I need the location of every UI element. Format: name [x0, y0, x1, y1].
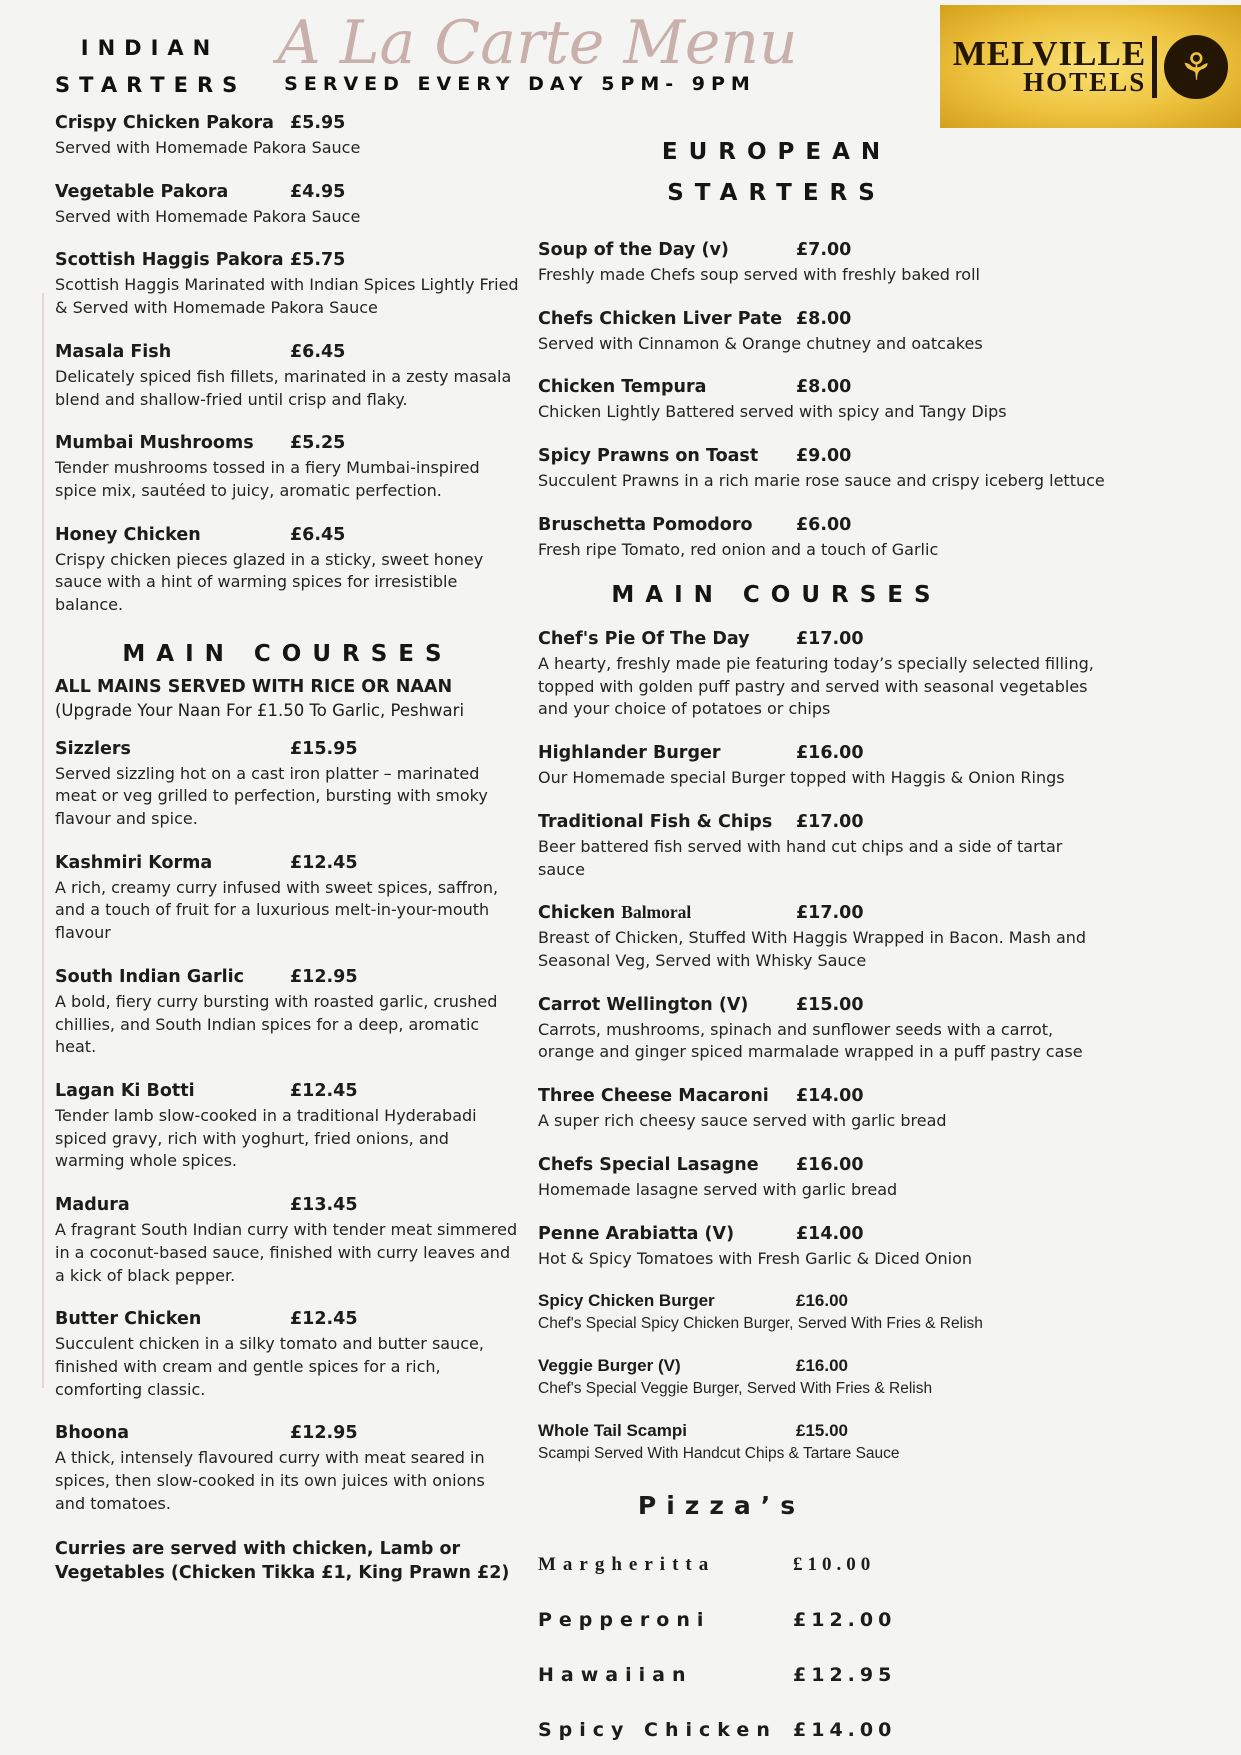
item-header-row: [55, 1194, 520, 1215]
item-price: £16.00: [796, 1291, 848, 1311]
header-title-block: [230, 0, 810, 95]
item-price: £16.00: [796, 743, 864, 764]
item-price: £16.00: [796, 1154, 864, 1175]
item-header-row: [538, 742, 1105, 763]
item-description: Chef's Special Veggie Burger, Served With Fries & Relish: [538, 1380, 933, 1398]
item-name: Chef's Pie Of The Day: [538, 628, 750, 649]
menu-item: [538, 445, 1105, 493]
item-header-row: [55, 112, 520, 133]
menu-item: [55, 112, 520, 160]
pizza-name: Spicy Chicken: [538, 1719, 777, 1742]
menu-item: [55, 524, 520, 617]
item-header-row: [55, 524, 520, 545]
item-description: Hot & Spicy Tomatoes with Fresh Garlic & Diced Onion: [538, 1248, 972, 1268]
item-name: Spicy Prawns on Toast: [538, 445, 759, 466]
item-header-row: [538, 811, 1105, 832]
item-price: £7.00: [796, 239, 852, 260]
item-description: A bold, fiery curry bursting with roasted garlic, crushed chillies, and South Indian spices for a deep, aromatic heat.: [55, 991, 498, 1057]
pizza-price: £12.00: [793, 1609, 897, 1632]
pizzas-list: [538, 1554, 1105, 1741]
item-name: Honey Chicken: [55, 524, 201, 545]
item-header-row: [538, 1291, 1105, 1311]
item-description: Tender mushrooms tossed in a fiery Mumbai-inspired spice mix, sautéed to juicy, aromatic perfection.: [55, 458, 480, 501]
item-description: Scottish Haggis Marinated with Indian Spices Lightly Fried & Served with Homemade Pakora Sauce: [55, 275, 519, 318]
item-price: £13.45: [290, 1195, 358, 1216]
item-description: Crispy chicken pieces glazed in a sticky, sweet honey sauce with a hint of warming spices for irresistible balance.: [55, 549, 484, 615]
hotel-logo: [940, 5, 1241, 128]
item-price: £17.00: [796, 628, 864, 649]
menu-item: [55, 852, 520, 945]
pizza-price: £14.00: [793, 1719, 897, 1742]
european-mains-heading: MAIN COURSES: [611, 582, 942, 609]
menu-item: [538, 239, 1105, 287]
item-price: £14.00: [796, 1223, 864, 1244]
item-name: Mumbai Mushrooms: [55, 433, 254, 454]
thistle-icon: ⚘: [1164, 35, 1228, 99]
pizza-item: [538, 1554, 1105, 1576]
item-name: Spicy Chicken Burger: [538, 1291, 715, 1311]
european-mains-list: [538, 628, 1105, 1465]
menu-item: [538, 1291, 1105, 1335]
item-description: A hearty, freshly made pie featuring today’s specially selected filling, topped with golden puff pastry and served with seasonal vegetables and your choice of potatoes or chips: [538, 653, 1094, 719]
item-header-row: [55, 1308, 520, 1329]
item-description: A rich, creamy curry infused with sweet spices, saffron, and a touch of fruit for a luxurious melt-in-your-mouth flavour: [55, 877, 499, 943]
menu-item: [538, 742, 1105, 790]
item-header-row: [55, 181, 520, 202]
menu-item: [55, 738, 520, 831]
item-description: Breast of Chicken, Stuffed With Haggis Wrapped in Bacon. Mash and Seasonal Veg, Served with Whisky Sauce: [538, 928, 1087, 970]
item-name: Masala Fish: [55, 341, 172, 362]
curries-footer-note: Curries are served with chicken, Lamb or Vegetables (Chicken Tikka £1, King Prawn £2): [55, 1538, 510, 1584]
pizza-item: [538, 1719, 1105, 1741]
item-description: Succulent Prawns in a rich marie rose sauce and crispy iceberg lettuce: [538, 470, 1105, 490]
item-name: Madura: [55, 1195, 130, 1216]
item-header-row: [538, 628, 1105, 649]
item-name: Chicken Tempura: [538, 377, 707, 398]
item-description: Freshly made Chefs soup served with freshly baked roll: [538, 264, 980, 284]
mains-note-bold: ALL MAINS SERVED WITH RICE OR NAAN: [55, 676, 453, 697]
item-price: £4.95: [290, 181, 346, 202]
pizza-item: [538, 1609, 1105, 1631]
item-name: South Indian Garlic: [55, 966, 245, 987]
decorative-vertical-line: [42, 293, 44, 1388]
menu-item: [538, 902, 1105, 972]
item-price: £15.00: [796, 1421, 848, 1441]
item-name: Chicken Balmoral: [538, 902, 692, 924]
item-price: £9.00: [796, 445, 852, 466]
pizza-price: £10.00: [793, 1554, 876, 1576]
item-name: Butter Chicken: [55, 1309, 202, 1330]
item-price: £15.95: [290, 738, 358, 759]
item-price: £16.00: [796, 1356, 848, 1376]
item-description: Chef's Special Spicy Chicken Burger, Served With Fries & Relish: [538, 1315, 983, 1333]
menu-item: [55, 1308, 520, 1401]
indian-menu-column: [55, 112, 520, 1586]
menu-item: [55, 432, 520, 502]
item-name: Bruschetta Pomodoro: [538, 514, 753, 535]
item-price: £17.00: [796, 811, 864, 832]
item-price: £6.00: [796, 514, 852, 535]
item-header-row: [538, 239, 1105, 260]
item-description: A super rich cheesy sauce served with garlic bread: [538, 1111, 947, 1131]
item-header-row: [55, 1422, 520, 1443]
item-header-row: [538, 1356, 1105, 1376]
item-price: £8.00: [796, 308, 852, 329]
item-description: Chicken Lightly Battered served with spicy and Tangy Dips: [538, 402, 1007, 422]
menu-item: [55, 341, 520, 411]
menu-item: [538, 628, 1105, 721]
menu-item: [55, 249, 520, 319]
item-header-row: [55, 852, 520, 873]
menu-item: [55, 966, 520, 1059]
european-starters-list: [538, 239, 1105, 562]
indian-starters-heading-line2: STARTERS: [55, 72, 247, 97]
menu-item: [538, 376, 1105, 424]
item-price: £12.95: [290, 1423, 358, 1444]
item-description: A fragrant South Indian curry with tender meat simmered in a coconut-based sauce, finished with curry leaves and a kick of black pepper.: [55, 1220, 518, 1285]
item-name: Soup of the Day (v): [538, 239, 729, 260]
menu-item: [538, 1085, 1105, 1133]
page-title: A La Carte Menu: [277, 8, 798, 78]
menu-item: [538, 514, 1105, 562]
item-description: Served with Homemade Pakora Sauce: [55, 206, 361, 226]
item-price: £5.75: [290, 250, 346, 271]
pizza-name: Hawaiian: [538, 1664, 693, 1687]
menu-item: [538, 1421, 1105, 1465]
item-description: Succulent chicken in a silky tomato and butter sauce, finished with cream and gentle spices for a rich, comforting classic.: [55, 1334, 484, 1399]
item-name: Vegetable Pakora: [55, 181, 229, 202]
menu-item: [538, 811, 1105, 881]
indian-mains-heading: MAIN COURSES: [122, 640, 453, 667]
mains-note-upgrade: (Upgrade Your Naan For £1.50 To Garlic, Peshwari: [55, 700, 465, 720]
item-name: Three Cheese Macaroni: [538, 1086, 769, 1107]
item-name: Penne Arabiatta (V): [538, 1223, 735, 1244]
item-name: Sizzlers: [55, 738, 131, 759]
item-header-row: [538, 376, 1105, 397]
item-header-row: [538, 1223, 1105, 1244]
pizza-name: Margheritta: [538, 1554, 716, 1576]
european-menu-column: [538, 128, 1105, 1755]
menu-item: [538, 1356, 1105, 1400]
item-description: Served sizzling hot on a cast iron platter – marinated meat or veg grilled to perfection, bursting with smoky flavour and spice.: [55, 763, 488, 828]
item-name: Kashmiri Korma: [55, 852, 213, 873]
menu-item: [55, 181, 520, 229]
hotel-logo-text: [952, 34, 1147, 98]
item-description: Served with Cinnamon & Orange chutney and oatcakes: [538, 333, 983, 353]
european-starters-heading-line1: EUROPEAN: [661, 139, 892, 165]
european-starters-heading: [538, 132, 1015, 215]
serving-hours: SERVED EVERY DAY 5PM- 9PM: [284, 73, 756, 95]
hotel-logo-name: MELVILLE: [952, 34, 1147, 74]
item-description: Scampi Served With Handcut Chips & Tartare Sauce: [538, 1445, 900, 1463]
european-starters-heading-line2: STARTERS: [667, 180, 886, 207]
item-price: £14.00: [796, 1086, 864, 1107]
item-price: £8.00: [796, 377, 852, 398]
indian-starters-heading: [55, 30, 245, 104]
item-price: £12.45: [290, 1309, 358, 1330]
item-price: £17.00: [796, 903, 864, 924]
item-header-row: [538, 1085, 1105, 1106]
item-header-row: [538, 902, 1105, 923]
pizza-item: [538, 1664, 1105, 1686]
item-name: Whole Tail Scampi: [538, 1421, 687, 1441]
item-header-row: [538, 308, 1105, 329]
item-name: Chefs Special Lasagne: [538, 1154, 759, 1175]
indian-starters-list: [55, 112, 520, 617]
item-header-row: [538, 1154, 1105, 1175]
item-header-row: [55, 1080, 520, 1101]
item-name: Scottish Haggis Pakora: [55, 250, 284, 271]
item-price: £6.45: [290, 341, 346, 362]
item-name: Traditional Fish & Chips: [538, 811, 773, 832]
item-name: Bhoona: [55, 1423, 130, 1444]
item-description: Beer battered fish served with hand cut chips and a side of tartar sauce: [538, 836, 1063, 879]
item-price: £12.45: [290, 1080, 358, 1101]
item-name: Carrot Wellington (V): [538, 994, 749, 1015]
item-name: Lagan Ki Botti: [55, 1080, 195, 1101]
item-header-row: [538, 514, 1105, 535]
menu-item: [55, 1194, 520, 1287]
item-name: Crispy Chicken Pakora: [55, 113, 274, 133]
item-name: Chefs Chicken Liver Pate: [538, 308, 783, 329]
item-header-row: [55, 249, 520, 270]
item-price: £12.95: [290, 966, 358, 987]
logo-divider: [1152, 36, 1157, 98]
item-header-row: [55, 738, 520, 759]
item-header-row: [55, 341, 520, 362]
item-header-row: [538, 1421, 1105, 1441]
item-price: £15.00: [796, 994, 864, 1015]
menu-item: [538, 994, 1105, 1064]
item-name: Veggie Burger (V): [538, 1356, 681, 1376]
item-price: £6.45: [290, 524, 346, 545]
item-description: Delicately spiced fish fillets, marinated in a zesty masala blend and shallow-fried until crisp and flaky.: [55, 366, 512, 409]
item-name: Highlander Burger: [538, 743, 721, 764]
pizza-name: Pepperoni: [538, 1609, 711, 1632]
item-description: Tender lamb slow-cooked in a traditional Hyderabadi spiced gravy, rich with yoghurt, fried onions, and warming whole spices.: [55, 1105, 477, 1171]
item-price: £5.25: [290, 433, 346, 454]
item-header-row: [538, 994, 1105, 1015]
item-description: Fresh ripe Tomato, red onion and a touch of Garlic: [538, 539, 939, 559]
menu-item: [538, 308, 1105, 356]
menu-item: [55, 1080, 520, 1173]
indian-mains-list: [55, 738, 520, 1516]
item-price: £5.95: [290, 113, 346, 133]
item-description: A thick, intensely flavoured curry with meat seared in spices, then slow-cooked in its own juices with onions and tomatoes.: [55, 1448, 485, 1513]
hotel-logo-subname: HOTELS: [1023, 67, 1147, 98]
indian-starters-heading-line1: INDIAN: [80, 36, 220, 60]
item-header-row: [55, 432, 520, 453]
item-description: Homemade lasagne served with garlic bread: [538, 1179, 898, 1199]
menu-item: [55, 1422, 520, 1515]
item-description: Served with Homemade Pakora Sauce: [55, 138, 361, 157]
item-description: Our Homemade special Burger topped with Haggis & Onion Rings: [538, 768, 1065, 788]
menu-item: [538, 1223, 1105, 1271]
pizzas-heading: Pizza’s: [637, 1491, 806, 1521]
pizza-price: £12.95: [793, 1664, 897, 1687]
item-header-row: [55, 966, 520, 987]
item-description: Carrots, mushrooms, spinach and sunflower seeds with a carrot, orange and ginger spiced marmalade wrapped in a puff pastry case: [538, 1019, 1083, 1062]
menu-item: [538, 1154, 1105, 1202]
item-price: £12.45: [290, 852, 358, 873]
item-header-row: [538, 445, 1105, 466]
